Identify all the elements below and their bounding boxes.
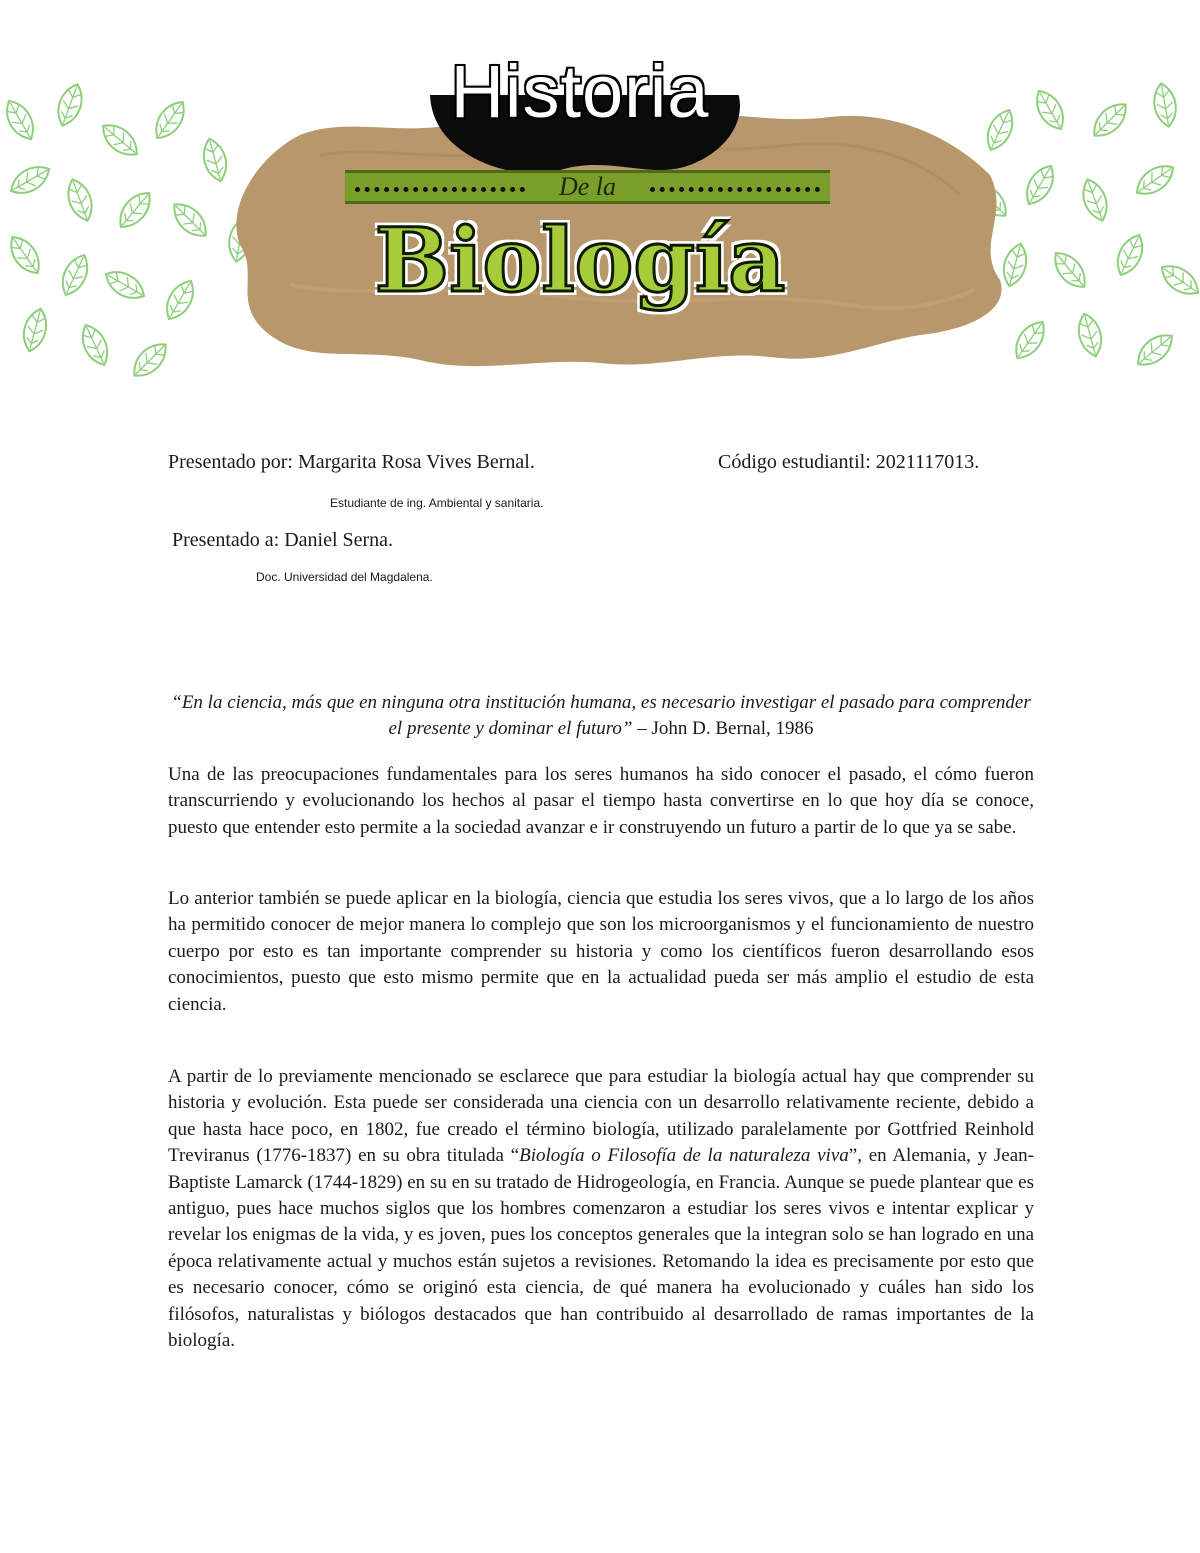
subtitle-de-la: De la [558, 172, 617, 201]
student-role: Estudiante de ing. Ambiental y sanitaria. [330, 496, 544, 510]
title-biologia: Biología [374, 208, 786, 312]
epigraph-quote [168, 690, 1034, 742]
paragraph-3 [168, 1064, 1034, 1354]
paragraph-3-part-a: A partir de lo previamente mencionado se esclarece que para estudiar la biología actual hay que comprender su historia y evolución. Esta puede ser considerada una ciencia con un desarrollo relativamente reciente, debido a que hasta hace poco, en 1802, fue creado el término biología, utilizado paralelamente por Gottfried Reinhold Treviranus (1776-1837) en su obra titulada “ [168, 1066, 1034, 1167]
presented-by: Presentado por: Margarita Rosa Vives Bernal. [168, 451, 535, 473]
book-title: Biología o Filosofía de la naturaleza viva [519, 1145, 849, 1167]
student-code: Código estudiantil: 2021117013. [718, 451, 980, 473]
paragraph-2: Lo anterior también se puede aplicar en la biología, ciencia que estudia los seres vivos, que a lo largo de los años ha permitido conocer de mejor manera lo complejo que son los microorganismos y el funcionamiento de nuestro cuerpo por esto es tan importante comprender su historia y como los científicos fueron desarrollando esos conocimientos, puesto que esto mismo permite que en la actualidad pueda ser más amplio el estudio de esta ciencia. [168, 888, 1034, 1015]
subtitle-band [345, 170, 830, 204]
paragraph-3-part-b: ”, en Alemania, y Jean-Baptiste Lamarck (1744-1829) en su en su tratado de Hidrogeología, en Francia. Aunque se puede plantear que es antiguo, pues hace muchos siglos que los hombres comenzaron a estudiar los seres vivos e intentar explicar y revelar los enigmas de la vida, y es joven, pues los conceptos generales que la integran solo se han logrado en una época relativamente actual y muchos están sujetos a revisiones. Retomando la idea es precisamente por esto que es necesario conocer, cómo se originó esta ciencia, de qué manera ha evolucionado y cuáles han sido los filósofos, naturalistas y biólogos destacados que han contribuido al desarrollado de ramas importantes de la biología. [168, 1145, 1035, 1352]
teacher-role: Doc. Universidad del Magdalena. [256, 570, 433, 584]
paragraph-1: Una de las preocupaciones fundamentales para los seres humanos ha sido conocer el pasado, el cómo fueron transcurriendo y evolucionando los hechos al pasar el tiempo hasta convertirse en lo que hoy día se conoce, puesto que entender esto permite a la sociedad avanzar e ir construyendo un futuro a partir de lo que ya se sabe. [168, 764, 1034, 838]
title-historia: Historia [450, 50, 710, 133]
quote-text: “En la ciencia, más que en ninguna otra institución humana, es necesario investigar el pasado para comprender el presente y dominar el futuro” [171, 692, 1031, 739]
quote-attribution: – John D. Bernal, 1986 [632, 718, 814, 739]
presented-to: Presentado a: Daniel Serna. [172, 529, 394, 551]
leaf-pattern-left [0, 80, 260, 380]
